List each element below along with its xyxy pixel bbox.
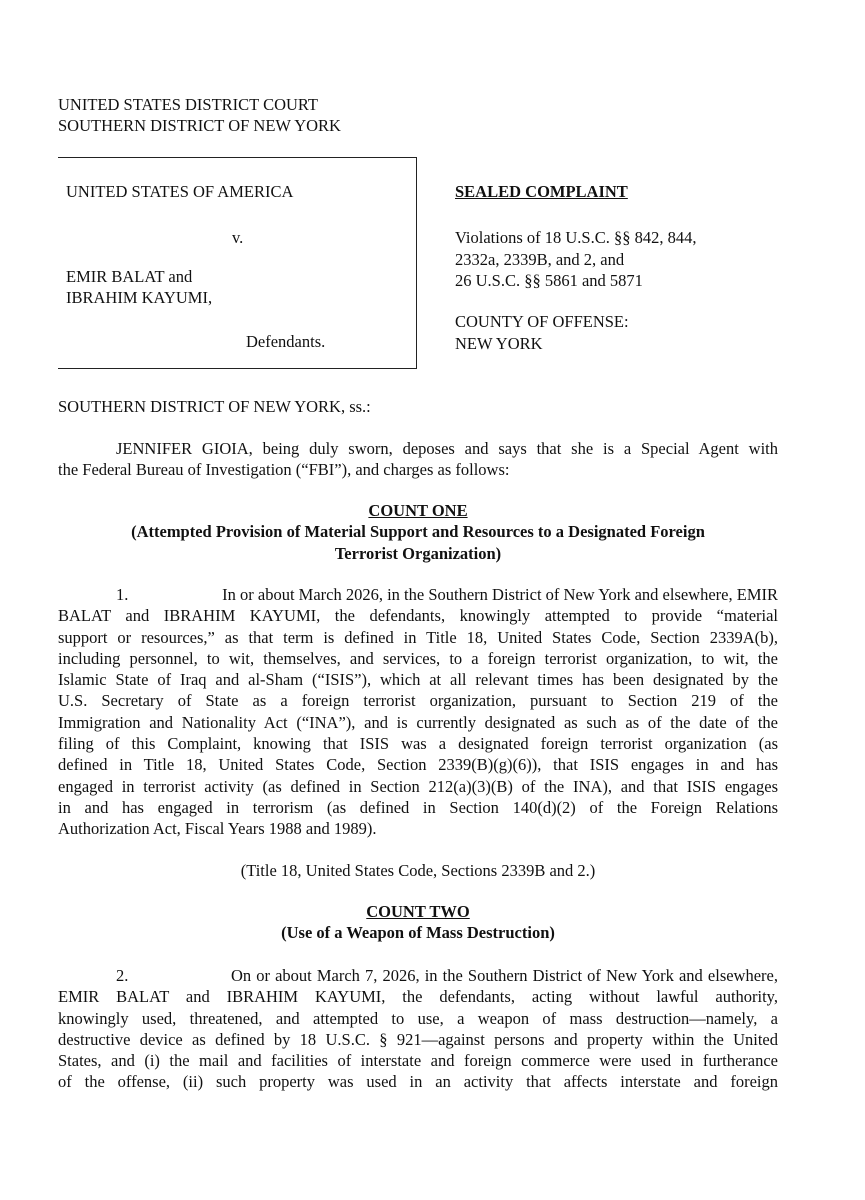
complaint-title: SEALED COMPLAINT xyxy=(455,182,628,201)
court-name: UNITED STATES DISTRICT COURT xyxy=(58,95,319,114)
count-one-heading xyxy=(58,500,778,564)
defendant-1: EMIR BALAT and xyxy=(66,267,193,286)
count-two-heading xyxy=(58,901,778,944)
paragraph-number: 2. xyxy=(116,966,129,985)
count-one-title: COUNT ONE xyxy=(368,501,468,520)
versus: v. xyxy=(232,228,244,247)
paragraph-line: U.S. Secretary of State as a foreign terrorist organization, pursuant to Section 219 of the xyxy=(58,691,778,711)
defendants-label: Defendants. xyxy=(246,332,326,351)
venue-line: SOUTHERN DISTRICT OF NEW YORK, ss.: xyxy=(58,397,371,416)
count-one-subtitle: Terrorist Organization) xyxy=(334,543,502,563)
paragraph-line: Authorization Act, Fiscal Years 1988 and 1989). xyxy=(58,819,377,839)
violation-line: 2332a, 2339B, and 2, and xyxy=(455,249,625,269)
court-header xyxy=(58,94,558,136)
paragraph-line: Immigration and Nationality Act (“INA”), and is currently designated as such as of the date of the xyxy=(58,712,778,732)
count-two-subtitle: (Use of a Weapon of Mass Destruction) xyxy=(281,923,555,943)
intro-line: JENNIFER GIOIA, being duly sworn, deposes and says that she is a Special Agent with xyxy=(116,439,778,458)
paragraph-number: 1. xyxy=(116,585,129,604)
violation-line: Violations of 18 U.S.C. §§ 842, 844, xyxy=(455,228,697,247)
count-one-paragraph xyxy=(58,584,778,840)
violation-line: 26 U.S.C. §§ 5861 and 5871 xyxy=(455,271,643,290)
paragraph-line: including personnel, to wit, themselves, and services, to a foreign terrorist organization, to wit, the xyxy=(58,648,778,668)
paragraph-line: destructive device as defined by 18 U.S.C. § 921—against persons and property within the United xyxy=(58,1029,778,1049)
violations-block xyxy=(455,227,755,292)
plaintiff: UNITED STATES OF AMERICA xyxy=(66,182,294,201)
paragraph-line: In or about March 2026, in the Southern District of New York and elsewhere, EMIR xyxy=(222,585,778,604)
paragraph-line: filing of this Complaint, knowing that ISIS was a designated foreign terrorist organization (as xyxy=(58,734,778,754)
paragraph-line: On or about March 7, 2026, in the Southern District of New York and elsewhere, xyxy=(231,966,778,985)
paragraph-line: defined in Title 18, United States Code, Section 2339(B)(g)(6)), that ISIS engages in and has xyxy=(58,755,778,775)
paragraph-line: EMIR BALAT and IBRAHIM KAYUMI, the defendants, acting without lawful authority, xyxy=(58,987,778,1007)
intro-paragraph xyxy=(58,438,778,481)
count-two-title: COUNT TWO xyxy=(366,902,470,921)
paragraph-line: engaged in terrorist activity (as defined in Section 212(a)(3)(B) of the INA), and that ISIS engages xyxy=(58,776,778,796)
paragraph-line: support or resources,” as that term is defined in Title 18, United States Code, Section 2339A(b), xyxy=(58,627,778,647)
count-two-paragraph xyxy=(58,965,778,1093)
court-district: SOUTHERN DISTRICT OF NEW YORK xyxy=(58,116,341,135)
defendant-2: IBRAHIM KAYUMI, xyxy=(66,288,213,307)
paragraph-line: BALAT and IBRAHIM KAYUMI, the defendants, knowingly attempted to provide “material xyxy=(58,606,778,626)
county-label: COUNTY OF OFFENSE: xyxy=(455,312,629,331)
intro-line: the Federal Bureau of Investigation (“FBI”), and charges as follows: xyxy=(58,460,510,480)
paragraph-line: Islamic State of Iraq and al-Sham (“ISIS”), which at all relevant times has been designated by the xyxy=(58,670,778,690)
paragraph-line: in and has engaged in terrorism (as defined in Section 140(d)(2) of the Foreign Relations xyxy=(58,797,778,817)
county-block xyxy=(455,311,629,354)
paragraph-line: of the offense, (ii) such property was used in an activity that affects interstate and foreign xyxy=(58,1072,778,1092)
paragraph-line: knowingly used, threatened, and attempted to use, a weapon of mass destruction—namely, a xyxy=(58,1008,778,1028)
paragraph-line: States, and (i) the mail and facilities of interstate and foreign commerce were used in furtherance xyxy=(58,1051,778,1071)
count-one-citation: (Title 18, United States Code, Sections 2339B and 2.) xyxy=(240,861,596,880)
count-one-subtitle: (Attempted Provision of Material Support and Resources to a Designated Foreign xyxy=(131,522,705,542)
county-value: NEW YORK xyxy=(455,333,543,353)
